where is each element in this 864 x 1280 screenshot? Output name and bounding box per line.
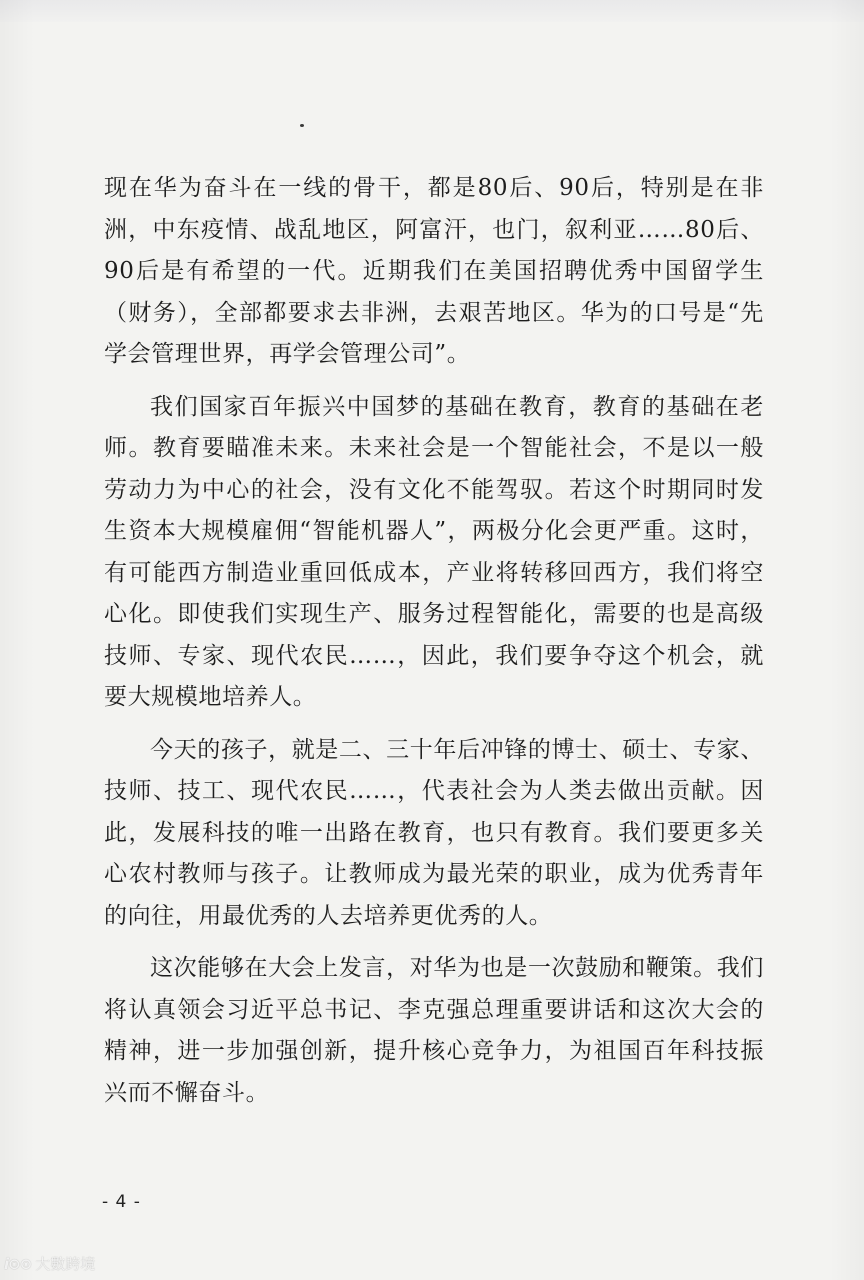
watermark-logo-icon: i⊙⊙ [4,1254,32,1273]
paragraph-2: 我们国家百年振兴中国梦的基础在教育，教育的基础在老师。教育要瞄准未来。未来社会是一个智能社会，不是以一般劳动力为中心的社会，没有文化不能驾驭。若这个时期同时发生资本大规模雇佣“智能机器人”，两极分化会更严重。这时，有可能西方制造业重回低成本，产业将转移回西方，我们将空心化。即使我们实现生产、服务过程智能化，需要的也是高级技师、专家、现代农民……，因此，我们要争夺这个机会，就要大规模地培养人。 [104,393,764,710]
paragraph-4: 这次能够在大会上发言，对华为也是一次鼓励和鞭策。我们将认真领会习近平总书记、李克强总理重要讲话和这次大会的精神，进一步加强创新，提升核心竞争力，为祖国百年科技振兴而不懈奋斗。 [104,955,764,1106]
watermark [4,1253,95,1274]
paragraph-3: 今天的孩子，就是二、三十年后冲锋的博士、硕士、专家、技师、技工、现代农民……，代表社会为人类去做出贡献。因此，发展科技的唯一出路在教育，也只有教育。我们要更多关心农村教师与孩子。让教师成为最光荣的职业，成为优秀青年的向往，用最优秀的人去培养更优秀的人。 [104,736,764,929]
paragraph-1: 现在华为奋斗在一线的骨干，都是80后、90后，特别是在非洲，中东疫情、战乱地区，阿富汗，也门，叙利亚……80后、90后是有希望的一代。近期我们在美国招聘优秀中国留学生（财务），全部都要求去非洲，去艰苦地区。华为的口号是“先学会管理世界，再学会管理公司”。 [104,175,764,367]
ink-speck [300,124,304,127]
watermark-text: 大數跨境 [35,1255,96,1273]
body-text [104,168,764,1114]
page-number: - 4 - [102,1192,141,1212]
